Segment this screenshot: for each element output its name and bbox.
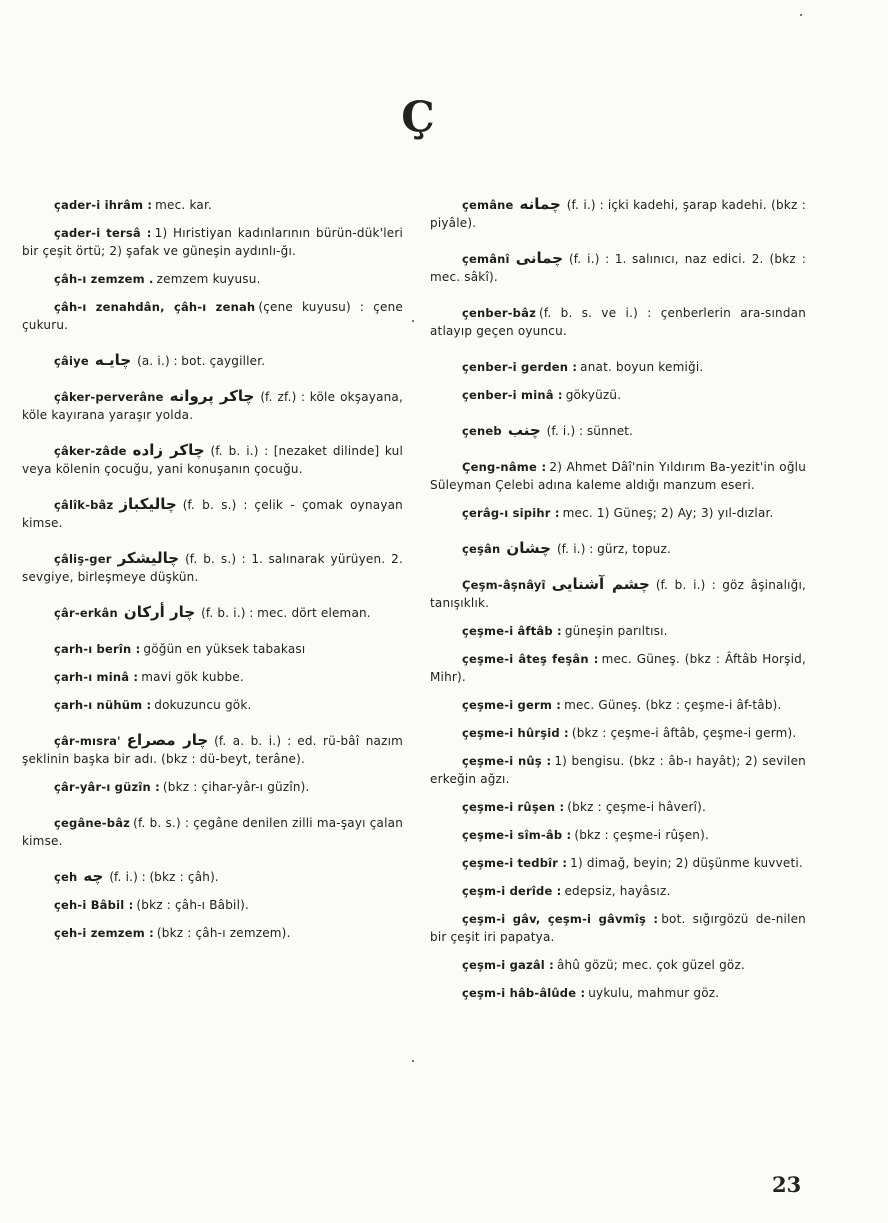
dictionary-entry — [22, 223, 403, 260]
entry-headword: çeşm-i hâb-âlûde : — [462, 986, 586, 1000]
entry-definition: (bkz : çâh-ı Bâbil). — [136, 898, 249, 912]
dictionary-entry — [430, 357, 806, 376]
entry-headword: çâr-yâr-ı güzîn : — [54, 780, 160, 794]
entry-definition: (f. zf.) : köle okşayana, köle kayırana yaraşır yolda. — [22, 390, 403, 422]
entry-headword: çerâg-ı sipihr : — [462, 506, 560, 520]
entry-definition: (bkz : çeşme-i âftâb, çeşme-i germ). — [571, 726, 797, 740]
dictionary-entry — [430, 621, 806, 640]
section-letter: Ç — [401, 92, 435, 141]
entry-definition: mec. Güneş. (bkz : Âftâb Horşid, Mihr). — [430, 652, 806, 684]
dictionary-entry — [430, 385, 806, 404]
entry-arabic-script: چاليشكر — [117, 549, 180, 567]
entry-headword: çeşm-i gazâl : — [462, 958, 554, 972]
entry-headword: çeşme-i âftâb : — [462, 624, 562, 638]
dictionary-entry — [430, 853, 806, 872]
scan-speck — [800, 14, 802, 16]
entry-headword: çeşme-i nûş : — [462, 754, 552, 768]
dictionary-entry — [22, 195, 403, 214]
entry-headword: çâliş-ger — [54, 552, 112, 566]
entry-headword: çeh-i Bâbil : — [54, 898, 134, 912]
dictionary-entry — [22, 351, 403, 370]
entry-definition: 1) bengisu. (bkz : âb-ı hayât); 2) sevilen erkeğin ağzı. — [430, 754, 806, 786]
entry-definition: bot. sığırgözü de-nilen bir çeşit iri papatya. — [430, 912, 806, 944]
dictionary-entry — [430, 303, 806, 340]
dictionary-entry — [430, 881, 806, 900]
entry-headword: çeşme-i âteş feşân : — [462, 652, 599, 666]
entry-definition: (f. i.) : (bkz : çâh). — [109, 870, 219, 884]
entry-headword: Çeng-nâme : — [462, 460, 547, 474]
entry-definition: güneşin parıltısı. — [564, 624, 668, 638]
entry-headword: çâker-perverâne — [54, 390, 164, 404]
entry-arabic-script: چاكر زاده — [132, 441, 205, 459]
entry-definition: 1) dimağ, beyin; 2) düşünme kuvveti. — [570, 856, 803, 870]
dictionary-entry — [430, 249, 806, 286]
entry-definition: (bkz : çeşme-i rûşen). — [574, 828, 709, 842]
entry-headword: çarh-ı minâ : — [54, 670, 139, 684]
entry-headword: çarh-ı nühüm : — [54, 698, 152, 712]
entry-arabic-script: چمانه — [519, 195, 561, 213]
dictionary-entry — [430, 457, 806, 494]
dictionary-entry — [430, 575, 806, 612]
entry-arabic-script: چشان — [506, 539, 551, 557]
entry-definition: (f. b. s.) : çelik - çomak oynayan kimse. — [22, 498, 403, 530]
entry-definition: (f. b. s.) : çegâne denilen zilli ma-şayı çalan kimse. — [22, 816, 403, 848]
dictionary-entry — [22, 639, 403, 658]
entry-headword: çarh-ı berîn : — [54, 642, 141, 656]
entry-definition: (f. i.) : gürz, topuz. — [556, 542, 671, 556]
entry-headword: çeşme-i germ : — [462, 698, 562, 712]
entry-arabic-script: چايـه — [94, 351, 132, 369]
entry-definition: mavi gök kubbe. — [141, 670, 244, 684]
entry-headword: çeneb — [462, 424, 502, 438]
entry-headword: çeh — [54, 870, 78, 884]
dictionary-entry — [22, 387, 403, 424]
entry-definition: 1) Hıristiyan kadınlarının bürün-dük'leri bir çeşit örtü; 2) şafak ve güneşin aydınlı-ğı. — [22, 226, 403, 258]
dictionary-entry — [430, 797, 806, 816]
entry-headword: çader-i ihrâm : — [54, 198, 153, 212]
entry-definition: 2) Ahmet Dâî'nin Yıldırım Ba-yezit'in oğlu Süleyman Çelebi adına kaleme aldığı manzum eseri. — [430, 460, 806, 492]
dictionary-entry — [430, 195, 806, 232]
entry-headword: çader-i tersâ : — [54, 226, 152, 240]
dictionary-entry — [22, 603, 403, 622]
entry-definition: (a. i.) : bot. çaygiller. — [137, 354, 266, 368]
dictionary-entry — [22, 549, 403, 586]
entry-headword: çeşm-i gâv, çeşm-i gâvmîş : — [462, 912, 659, 926]
entry-headword: çeh-i zemzem : — [54, 926, 154, 940]
entry-headword: çâr-mısra' — [54, 734, 121, 748]
entry-headword: çâiye — [54, 354, 89, 368]
entry-definition: (f. a. b. i.) : ed. rü-bâî nazım şeklinin başka bir adı. (bkz : dü-beyt, terâne). — [22, 734, 403, 766]
dictionary-entry — [22, 867, 403, 886]
entry-arabic-script: چنب — [507, 421, 541, 439]
entry-arabic-script: چار مصراع — [126, 731, 209, 749]
entry-arabic-script: چاليكباز — [119, 495, 177, 513]
dictionary-entry — [430, 825, 806, 844]
dictionary-entry — [22, 731, 403, 768]
left-column — [22, 195, 403, 951]
dictionary-entry — [22, 813, 403, 850]
entry-definition: (bkz : çâh-ı zemzem). — [156, 926, 291, 940]
entry-headword: Çeşm-âşnâyî — [462, 578, 546, 592]
entry-arabic-script: چاكر پروانه — [169, 387, 255, 405]
dictionary-entry — [22, 269, 403, 288]
entry-arabic-script: چشم آشنايى — [551, 575, 650, 593]
dictionary-entry — [22, 495, 403, 532]
entry-definition: edepsiz, hayâsız. — [564, 884, 671, 898]
entry-headword: çemâne — [462, 198, 514, 212]
entry-headword: çâh-ı zenahdân, çâh-ı zenah — [54, 300, 256, 314]
scan-speck — [412, 1060, 414, 1062]
entry-definition: (çene kuyusu) : çene çukuru. — [22, 300, 403, 332]
dictionary-entry — [430, 955, 806, 974]
entry-definition: zemzem kuyusu. — [156, 272, 261, 286]
dictionary-entry — [22, 895, 403, 914]
entry-arabic-script: چه — [83, 867, 104, 885]
dictionary-entry — [22, 667, 403, 686]
entry-headword: çeşm-i derîde : — [462, 884, 562, 898]
entry-definition: (f. i.) : sünnet. — [546, 424, 634, 438]
entry-headword: çâlîk-bâz — [54, 498, 114, 512]
dictionary-entry — [22, 441, 403, 478]
entry-definition: mec. kar. — [155, 198, 212, 212]
dictionary-entry — [430, 421, 806, 440]
entry-definition: mec. 1) Güneş; 2) Ay; 3) yıl-dızlar. — [562, 506, 774, 520]
entry-headword: çemânî — [462, 252, 510, 266]
entry-definition: (f. b. s.) : 1. salınarak yürüyen. 2. sevgiye, birleşmeye düşkün. — [22, 552, 403, 584]
entry-definition: (f. i.) : içki kadehi, şarap kadehi. (bkz : piyâle). — [430, 198, 806, 230]
dictionary-entry — [430, 649, 806, 686]
page-number: 23 — [772, 1172, 802, 1197]
entry-definition: (f. b. s. ve i.) : çenberlerin ara-sından atlayıp geçen oyuncu. — [430, 306, 806, 338]
entry-headword: çenber-i minâ : — [462, 388, 563, 402]
entry-headword: çenber-bâz — [462, 306, 536, 320]
entry-headword: çenber-i gerden : — [462, 360, 578, 374]
right-column — [430, 195, 806, 1011]
entry-arabic-script: چمانى — [515, 249, 564, 267]
dictionary-entry — [430, 503, 806, 522]
entry-definition: (bkz : çihar-yâr-ı güzîn). — [162, 780, 310, 794]
dictionary-entry — [22, 297, 403, 334]
entry-definition: (f. i.) : 1. salınıcı, naz edici. 2. (bkz : mec. sâkî). — [430, 252, 806, 284]
entry-definition: (f. b. i.) : göz âşinalığı, tanışıklık. — [430, 578, 807, 610]
dictionary-entry — [22, 695, 403, 714]
entry-headword: çâker-zâde — [54, 444, 127, 458]
entry-headword: çeşme-i tedbîr : — [462, 856, 568, 870]
entry-headword: çeşme-i hûrşid : — [462, 726, 569, 740]
entry-headword: çeşme-i sîm-âb : — [462, 828, 572, 842]
entry-headword: çegâne-bâz — [54, 816, 131, 830]
entry-definition: mec. Güneş. (bkz : çeşme-i âf-tâb). — [564, 698, 782, 712]
entry-definition: anat. boyun kemiği. — [580, 360, 704, 374]
entry-headword: çâh-ı zemzem . — [54, 272, 154, 286]
dictionary-entry — [430, 751, 806, 788]
entry-headword: çeşme-i rûşen : — [462, 800, 565, 814]
dictionary-entry — [430, 723, 806, 742]
dictionary-entry — [22, 923, 403, 942]
dictionary-entry — [430, 983, 806, 1002]
scan-speck — [412, 320, 414, 322]
entry-definition: (bkz : çeşme-i hâverî). — [567, 800, 707, 814]
dictionary-entry — [430, 909, 806, 946]
dictionary-entry — [430, 539, 806, 558]
entry-definition: göğün en yüksek tabakası — [143, 642, 306, 656]
entry-arabic-script: چار أركان — [123, 603, 196, 621]
entry-headword: çeşân — [462, 542, 501, 556]
dictionary-entry — [22, 777, 403, 796]
entry-definition: uykulu, mahmur göz. — [588, 986, 720, 1000]
entry-definition: (f. b. i.) : [nezaket dilinde] kul veya kölenin çocuğu, yani konuşanın çocuğu. — [22, 444, 403, 476]
entry-definition: gökyüzü. — [565, 388, 622, 402]
entry-definition: âhû gözü; mec. çok güzel göz. — [556, 958, 745, 972]
entry-definition: dokuzuncu gök. — [154, 698, 252, 712]
dictionary-entry — [430, 695, 806, 714]
entry-definition: (f. b. i.) : mec. dört eleman. — [201, 606, 371, 620]
entry-headword: çâr-erkân — [54, 606, 118, 620]
